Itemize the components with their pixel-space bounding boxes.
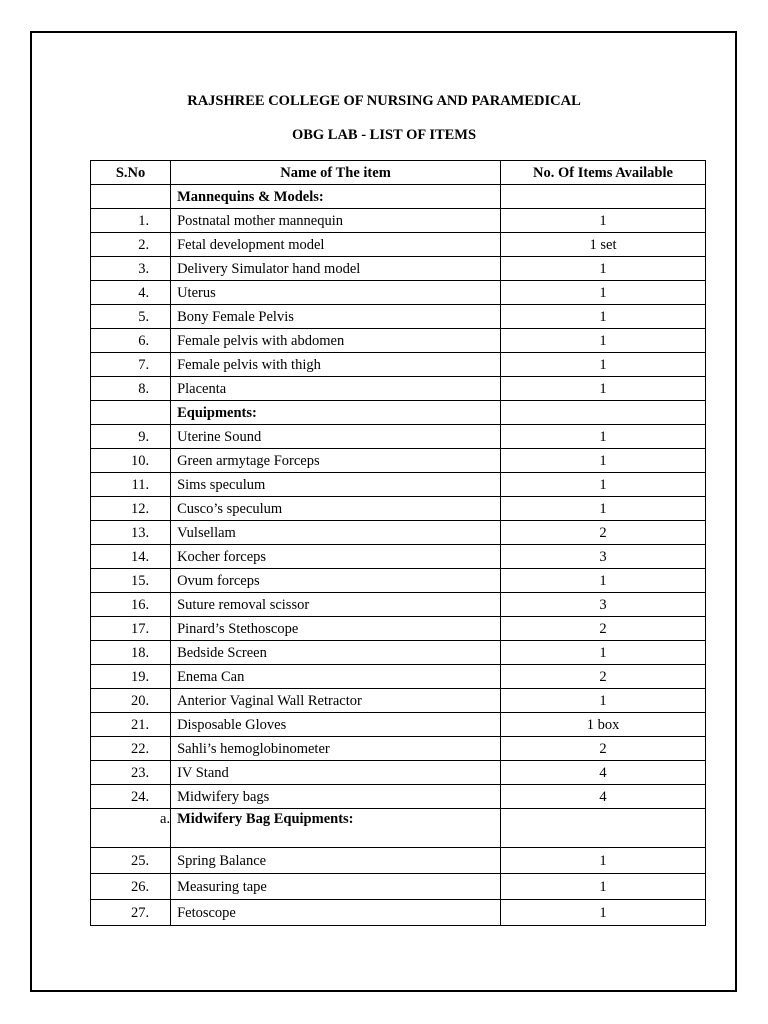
table-row — [91, 545, 706, 569]
cell-count — [501, 401, 706, 425]
table-row — [91, 305, 706, 329]
cell-name: Enema Can — [171, 665, 501, 689]
table-row — [91, 497, 706, 521]
cell-sno: a. — [91, 809, 171, 848]
cell-name: Placenta — [171, 377, 501, 401]
table-row — [91, 761, 706, 785]
cell-name: Kocher forceps — [171, 545, 501, 569]
cell-count: 1 — [501, 209, 706, 233]
cell-sno: 5. — [91, 305, 171, 329]
table-row — [91, 353, 706, 377]
table-row — [91, 713, 706, 737]
section-row — [91, 809, 706, 848]
cell-sno: 2. — [91, 233, 171, 257]
cell-name: Female pelvis with abdomen — [171, 329, 501, 353]
cell-count: 2 — [501, 665, 706, 689]
cell-name: Vulsellam — [171, 521, 501, 545]
cell-count: 1 — [501, 569, 706, 593]
cell-count: 2 — [501, 521, 706, 545]
cell-sno: 10. — [91, 449, 171, 473]
cell-count: 1 — [501, 641, 706, 665]
cell-sno: 15. — [91, 569, 171, 593]
cell-name: Equipments: — [171, 401, 501, 425]
cell-name: Bony Female Pelvis — [171, 305, 501, 329]
cell-count: 1 — [501, 425, 706, 449]
cell-count: 4 — [501, 761, 706, 785]
cell-name: Uterine Sound — [171, 425, 501, 449]
cell-count: 1 — [501, 689, 706, 713]
table-row — [91, 521, 706, 545]
cell-sno: 7. — [91, 353, 171, 377]
cell-name: Cusco’s speculum — [171, 497, 501, 521]
cell-sno: 3. — [91, 257, 171, 281]
table-row — [91, 737, 706, 761]
table-row — [91, 569, 706, 593]
cell-sno: 20. — [91, 689, 171, 713]
table-row — [91, 425, 706, 449]
table-header-row — [91, 161, 706, 185]
table-row — [91, 874, 706, 900]
table-body — [91, 185, 706, 926]
cell-count — [501, 185, 706, 209]
cell-sno: 4. — [91, 281, 171, 305]
table-row — [91, 281, 706, 305]
table-row — [91, 593, 706, 617]
cell-name: Mannequins & Models: — [171, 185, 501, 209]
cell-name: Delivery Simulator hand model — [171, 257, 501, 281]
cell-sno: 25. — [91, 848, 171, 874]
cell-name: Ovum forceps — [171, 569, 501, 593]
cell-count: 1 — [501, 900, 706, 926]
cell-name: Fetoscope — [171, 900, 501, 926]
cell-sno: 13. — [91, 521, 171, 545]
section-row — [91, 401, 706, 425]
cell-count: 1 set — [501, 233, 706, 257]
cell-count: 2 — [501, 737, 706, 761]
cell-name: Disposable Gloves — [171, 713, 501, 737]
cell-name: Pinard’s Stethoscope — [171, 617, 501, 641]
cell-sno: 24. — [91, 785, 171, 809]
cell-name: Bedside Screen — [171, 641, 501, 665]
cell-sno: 22. — [91, 737, 171, 761]
cell-sno: 26. — [91, 874, 171, 900]
cell-name: Sahli’s hemoglobinometer — [171, 737, 501, 761]
cell-name: Postnatal mother mannequin — [171, 209, 501, 233]
cell-sno: 12. — [91, 497, 171, 521]
cell-name: Anterior Vaginal Wall Retractor — [171, 689, 501, 713]
cell-sno: 6. — [91, 329, 171, 353]
cell-name: Midwifery bags — [171, 785, 501, 809]
cell-name: Suture removal scissor — [171, 593, 501, 617]
cell-name: Uterus — [171, 281, 501, 305]
document-title: RAJSHREE COLLEGE OF NURSING AND PARAMEDICAL — [187, 93, 581, 109]
table-row — [91, 449, 706, 473]
cell-count: 1 — [501, 305, 706, 329]
cell-sno: 23. — [91, 761, 171, 785]
cell-name: Female pelvis with thigh — [171, 353, 501, 377]
cell-count: 1 — [501, 449, 706, 473]
cell-count — [501, 809, 706, 848]
cell-count: 3 — [501, 593, 706, 617]
cell-name: Measuring tape — [171, 874, 501, 900]
cell-count: 1 — [501, 874, 706, 900]
cell-name: Green armytage Forceps — [171, 449, 501, 473]
cell-sno: 9. — [91, 425, 171, 449]
cell-count: 1 — [501, 497, 706, 521]
table-row — [91, 473, 706, 497]
cell-sno — [91, 401, 171, 425]
cell-sno: 14. — [91, 545, 171, 569]
cell-count: 3 — [501, 545, 706, 569]
cell-count: 1 — [501, 848, 706, 874]
table-row — [91, 848, 706, 874]
column-header-sno: S.No — [91, 161, 171, 185]
cell-count: 1 — [501, 473, 706, 497]
cell-count: 1 — [501, 329, 706, 353]
table-row — [91, 377, 706, 401]
cell-count: 1 box — [501, 713, 706, 737]
cell-count: 1 — [501, 377, 706, 401]
section-row — [91, 185, 706, 209]
table-row — [91, 900, 706, 926]
table-row — [91, 233, 706, 257]
cell-sno: 1. — [91, 209, 171, 233]
table-row — [91, 257, 706, 281]
cell-name: IV Stand — [171, 761, 501, 785]
column-header-name: Name of The item — [171, 161, 501, 185]
cell-name: Sims speculum — [171, 473, 501, 497]
cell-sno: 11. — [91, 473, 171, 497]
cell-sno: 8. — [91, 377, 171, 401]
cell-sno: 18. — [91, 641, 171, 665]
cell-sno: 21. — [91, 713, 171, 737]
cell-sno: 16. — [91, 593, 171, 617]
cell-count: 1 — [501, 281, 706, 305]
column-header-count: No. Of Items Available — [501, 161, 706, 185]
table-row — [91, 641, 706, 665]
cell-sno: 19. — [91, 665, 171, 689]
cell-count: 1 — [501, 353, 706, 377]
cell-name: Fetal development model — [171, 233, 501, 257]
cell-sno: 17. — [91, 617, 171, 641]
table-row — [91, 785, 706, 809]
table-row — [91, 689, 706, 713]
cell-name: Spring Balance — [171, 848, 501, 874]
document-subtitle: OBG LAB - LIST OF ITEMS — [291, 127, 477, 143]
table-row — [91, 617, 706, 641]
cell-count: 4 — [501, 785, 706, 809]
items-table — [90, 160, 706, 926]
table-row — [91, 665, 706, 689]
cell-count: 1 — [501, 257, 706, 281]
table-row — [91, 209, 706, 233]
table-row — [91, 329, 706, 353]
cell-name: Midwifery Bag Equipments: — [171, 809, 501, 848]
cell-sno — [91, 185, 171, 209]
cell-sno: 27. — [91, 900, 171, 926]
cell-count: 2 — [501, 617, 706, 641]
